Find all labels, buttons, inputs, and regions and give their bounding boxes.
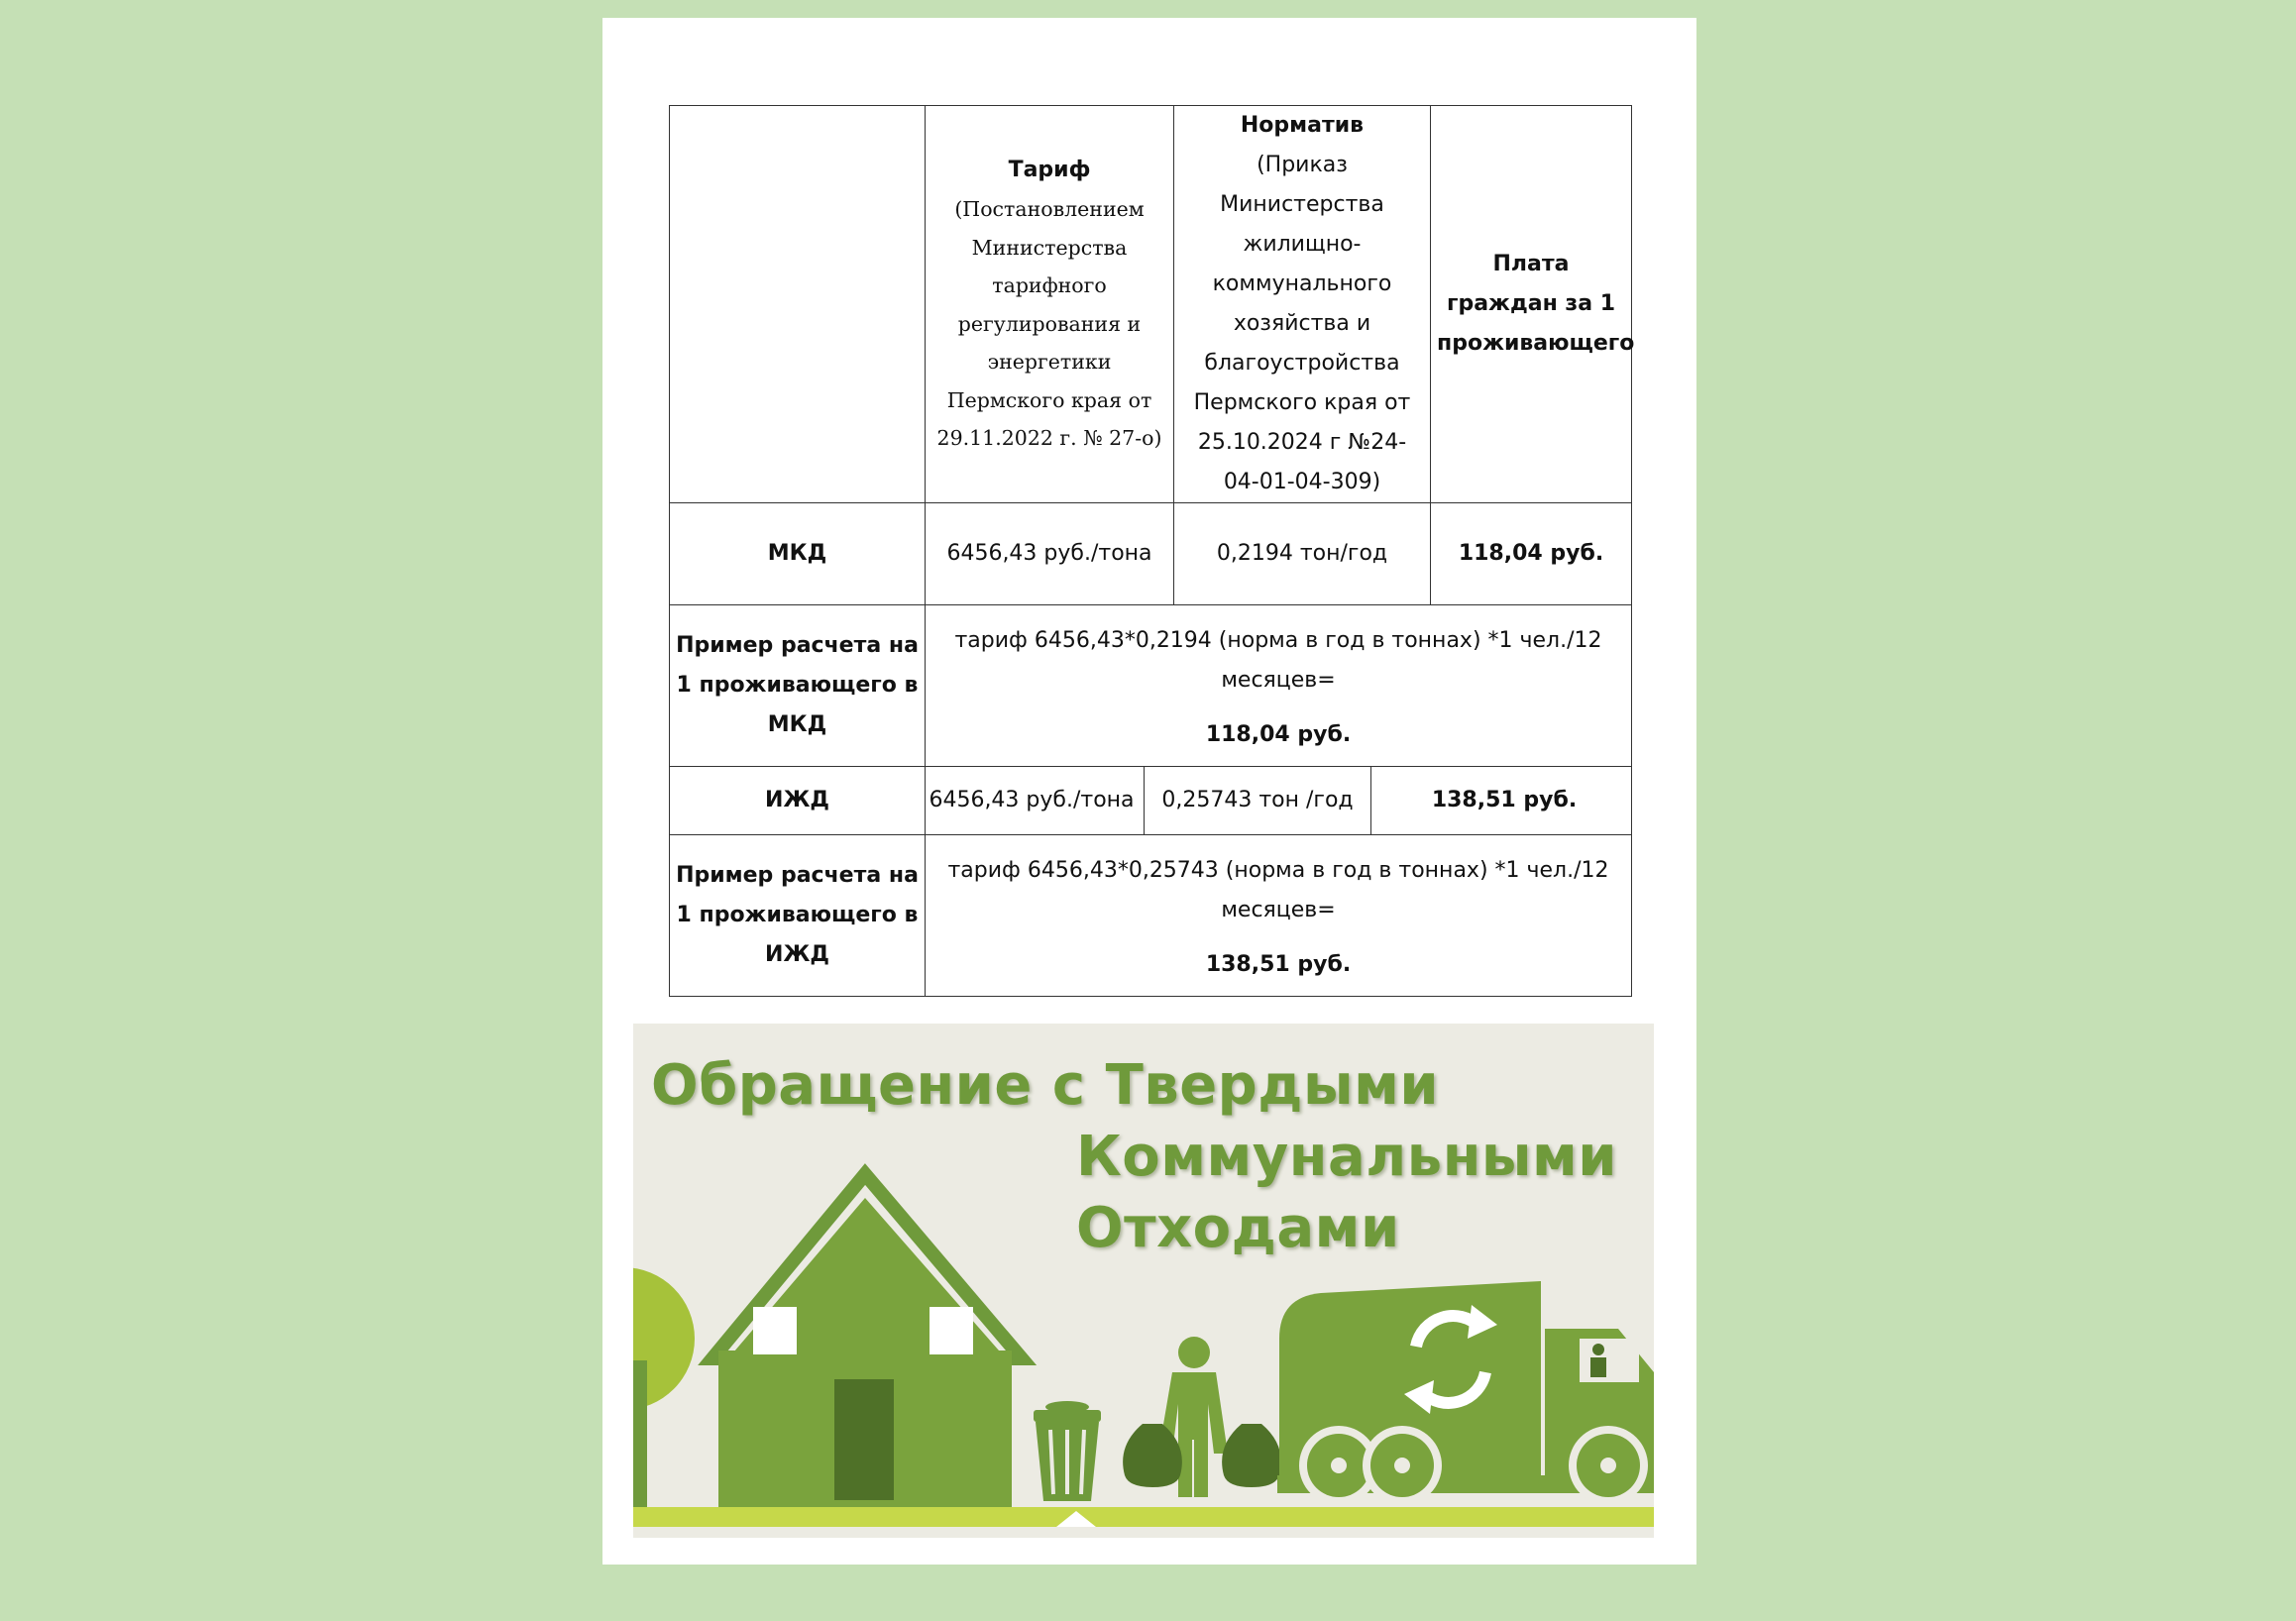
tariff-table — [669, 105, 1635, 997]
mkd-tariff: 6456,43 руб./тона — [926, 503, 1174, 605]
izd-example-cell — [926, 835, 1632, 997]
mkd-label: МКД — [670, 503, 926, 605]
izd-example-label: Пример расчета на 1 проживающего в ИЖД — [670, 835, 926, 997]
mkd-example-formula: тариф 6456,43*0,2194 (норма в год в тоннах) *1 чел./12 месяцев= — [954, 628, 1602, 693]
mkd-pay: 118,04 руб. — [1431, 503, 1632, 605]
person-icon — [1123, 1337, 1281, 1497]
izd-values-cell — [926, 767, 1632, 835]
mkd-norm: 0,2194 тон/год — [1174, 503, 1431, 605]
bag-icon — [1222, 1424, 1281, 1487]
table-row-mkd — [670, 503, 1632, 605]
tariff-note: (Постановлением Министерства тарифного регулирования и энергетики Пермского края от 29.11.2022 г. № 27-о) — [936, 197, 1162, 451]
header-norm-cell — [1174, 106, 1431, 503]
norm-note: (Приказ Министерства жилищно-коммунального хозяйства и благоустройства Пермского края от 25.10.2024 г №24-04-01-04-309) — [1193, 153, 1411, 494]
house-icon — [712, 1174, 1022, 1531]
garbage-truck-icon — [1277, 1281, 1654, 1505]
header-tariff-cell — [926, 106, 1174, 503]
table-header-row — [670, 106, 1632, 503]
norm-title: Норматив — [1240, 113, 1365, 138]
driver-icon — [1592, 1344, 1604, 1355]
izd-pay: 138,51 руб. — [1431, 788, 1578, 812]
header-empty-cell — [670, 106, 926, 503]
header-pay-cell: Плата граждан за 1 проживающего — [1431, 106, 1632, 503]
waste-banner — [633, 1024, 1654, 1538]
mkd-example-result: 118,04 руб. — [1205, 722, 1352, 747]
ground — [633, 1507, 1654, 1529]
izd-example-formula: тариф 6456,43*0,25743 (норма в год в тоннах) *1 чел./12 месяцев= — [947, 858, 1609, 922]
document-page — [602, 18, 1696, 1565]
banner-title-line1: Обращение с Твердыми — [651, 1053, 1440, 1118]
izd-example-result: 138,51 руб. — [1205, 952, 1352, 977]
table-row-izd-example — [670, 835, 1632, 997]
tariff-title: Тариф — [1008, 158, 1091, 183]
mkd-example-label: Пример расчета на 1 проживающего в МКД — [670, 605, 926, 767]
table-row-izd — [670, 767, 1632, 835]
trash-can-icon — [1034, 1401, 1101, 1501]
banner-title-line3: Отходами — [1076, 1196, 1400, 1260]
izd-tariff: 6456,43 руб./тона — [920, 767, 1145, 834]
izd-norm: 0,25743 тон /год — [1145, 767, 1371, 834]
table-row-mkd-example — [670, 605, 1632, 767]
izd-label: ИЖД — [670, 767, 926, 835]
mkd-example-cell — [926, 605, 1632, 767]
tree-trunk — [633, 1360, 647, 1529]
banner-title-line2: Коммунальными — [1076, 1125, 1618, 1189]
